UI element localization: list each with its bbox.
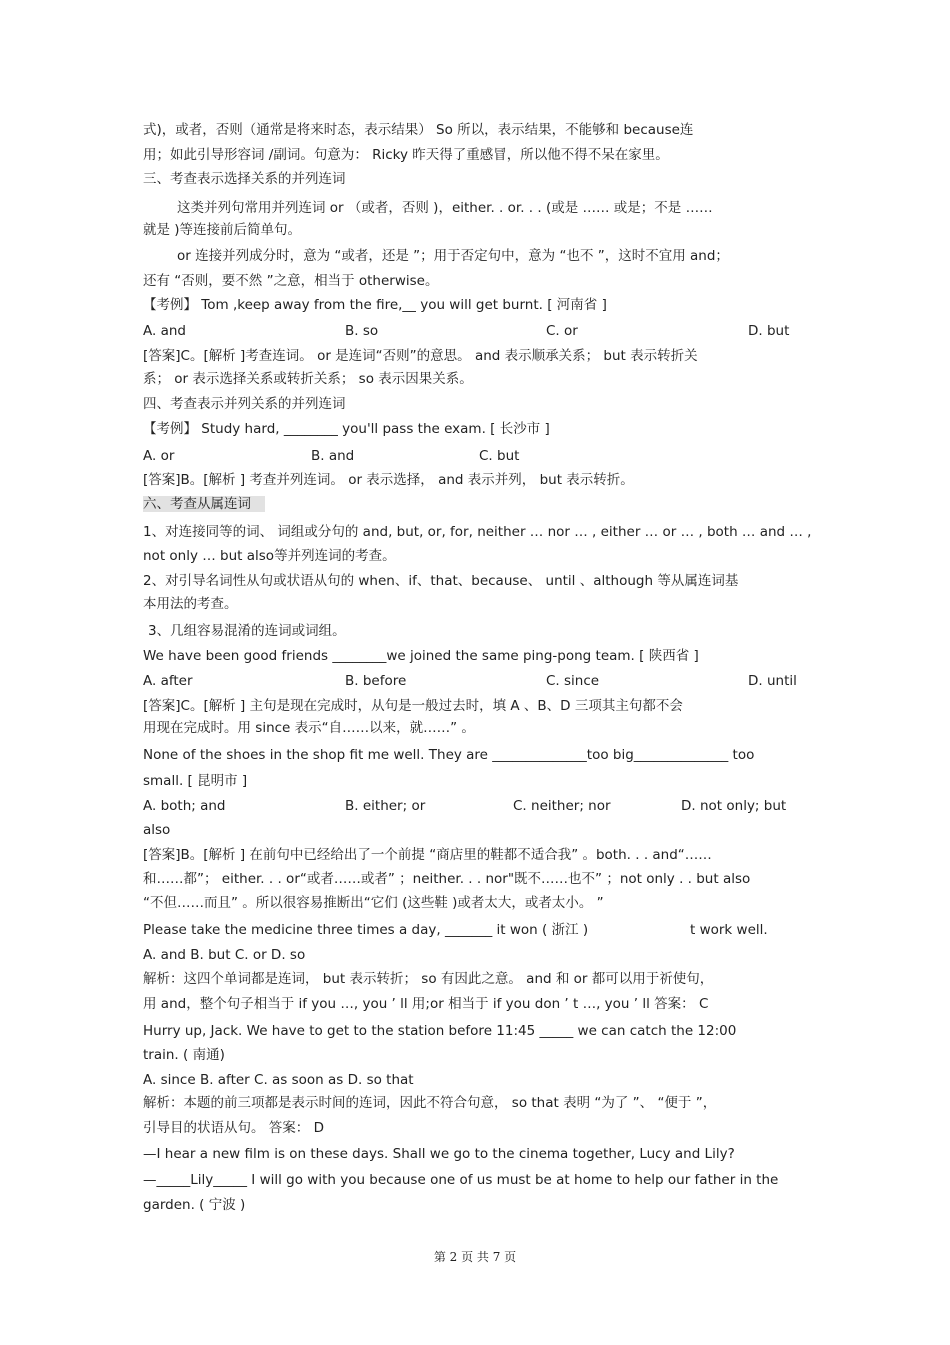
answer-text: [答案]B。[解析 ] 在前句中已经给出了一个前提 “商店里的鞋都不适合我” 。both. . . and“…… <box>143 847 712 863</box>
text-line: 就是 )等连接前后简单句。 <box>143 222 302 238</box>
example-question: 【考例】 Study hard, ________ you'll pass the exam. [ 长沙市 ] <box>143 421 550 437</box>
option: B. and <box>311 448 355 464</box>
text-line: 还有 “否则，要不然 ”之意，相当于 otherwise。 <box>143 273 439 289</box>
analysis-text: 用 and，整个句子相当于 if you …, you ’ ll 用;or 相当于 if you don ’ t …, you ’ ll 答案： C <box>143 996 709 1012</box>
page-footer: 第 2 页 共 7 页 <box>433 1250 517 1264</box>
answer-text: [答案]C。[解析 ] 主句是现在完成时，从句是一般过去时，填 A 、B、D 三项其主句都不会 <box>143 698 683 714</box>
highlighted-heading: 六、考查从属连词 <box>143 496 265 512</box>
example-question: 【考例】 Tom ,keep away from the fire,__ you will get burnt. [ 河南省 ] <box>143 297 607 313</box>
options-inline: A. since B. after C. as soon as D. so that <box>143 1072 414 1088</box>
section-heading: 三、考查表示选择关系的并列连词 <box>143 171 346 187</box>
text-line: or 连接并列成分时，意为 “或者，还是 ”；用于否定句中，意为 “也不 ”，这时不宜用 and； <box>177 248 729 264</box>
answer-text: 和……都”； either. . . or“或者……或者” ；neither. . . nor"既不……也不” ；not only . . but also <box>143 871 751 887</box>
question-text: small. [ 昆明市 ] <box>143 773 248 789</box>
option: C. but <box>479 448 520 464</box>
answer-text: 用现在完成时。用 since 表示“自……以来，就……” 。 <box>143 720 475 736</box>
option: D. not only; but <box>681 798 787 814</box>
answer-text: [答案]B。[解析 ] 考查并列连词。 or 表示选择， and 表示并列， but 表示转折。 <box>143 472 634 488</box>
dialogue-line: garden. ( 宁波 ) <box>143 1197 246 1213</box>
option: A. after <box>143 673 193 689</box>
option: C. since <box>546 673 600 689</box>
option: A. both; and <box>143 798 226 814</box>
question-text: Hurry up, Jack. We have to get to the station before 11:45 _____ we can catch the 12:00 <box>143 1023 737 1039</box>
option: B. so <box>345 323 379 339</box>
option: A. or <box>143 448 175 464</box>
option: C. neither; nor <box>513 798 611 814</box>
question-text: None of the shoes in the shop fit me well. They are ______________too big______________ too <box>143 747 755 763</box>
section-heading <box>143 495 265 513</box>
text-line: 2、对引导名词性从句或状语从句的 when、if、that、because、 until 、although 等从属连词基 <box>143 573 739 589</box>
option: D. until <box>748 673 797 689</box>
analysis-text: 引导目的状语从句。 答案： D <box>143 1120 324 1136</box>
question-text: We have been good friends ________we joined the same ping-pong team. [ 陕西省 ] <box>143 648 699 664</box>
option-continuation: also <box>143 822 171 838</box>
overlap-text: t work well. <box>690 922 768 938</box>
option: D. but <box>748 323 790 339</box>
question-text: Please take the medicine three times a day, _______ it won ( 浙江 ) <box>143 922 589 938</box>
text-line: 本用法的考查。 <box>143 596 238 612</box>
text-line: not only … but also等并列连词的考查。 <box>143 548 396 564</box>
option: C. or <box>546 323 578 339</box>
answer-text: 系； or 表示选择关系或转折关系； so 表示因果关系。 <box>143 371 473 387</box>
section-heading: 四、考查表示并列关系的并列连词 <box>143 396 346 412</box>
text-line: 式)，或者，否则（通常是将来时态，表示结果） So 所以，表示结果，不能够和 because连 <box>143 122 694 138</box>
analysis-text: 解析：这四个单词都是连词， but 表示转折； so 有因此之意。 and 和 or 都可以用于祈使句， <box>143 971 714 987</box>
options-inline: A. and B. but C. or D. so <box>143 947 306 963</box>
answer-text: [答案]C。[解析 ]考查连词。 or 是连词“否则”的意思。 and 表示顺承关系； but 表示转折关 <box>143 348 698 364</box>
text-line: 3、几组容易混淆的连词或词组。 <box>148 623 346 639</box>
question-text: train. ( 南通) <box>143 1047 225 1063</box>
text-line: 1、对连接同等的词、 词组或分句的 and, but, or, for, neither … nor … , either … or … , both … and … , <box>143 524 812 540</box>
dialogue-line: —I hear a new film is on these days. Shall we go to the cinema together, Lucy and Lily? <box>143 1146 735 1162</box>
dialogue-line: —_____Lily_____ I will go with you because one of us must be at home to help our father in the <box>143 1172 779 1188</box>
answer-text: “不但……而且” 。所以很容易推断出“它们 (这些鞋 )或者太大，或者太小。 ” <box>143 895 604 911</box>
text-line: 用；如此引导形容词 /副词。句意为： Ricky 昨天得了重感冒，所以他不得不呆在家里。 <box>143 147 669 163</box>
option: A. and <box>143 323 186 339</box>
option: B. either; or <box>345 798 426 814</box>
option: B. before <box>345 673 407 689</box>
text-line: 这类并列句常用并列连词 or （或者，否则 )，either. . or. . . (或是 …… 或是；不是 …… <box>177 200 713 216</box>
analysis-text: 解析：本题的前三项都是表示时间的连词，因此不符合句意， so that 表明 “为了 ”、 “便于 ”， <box>143 1095 717 1111</box>
